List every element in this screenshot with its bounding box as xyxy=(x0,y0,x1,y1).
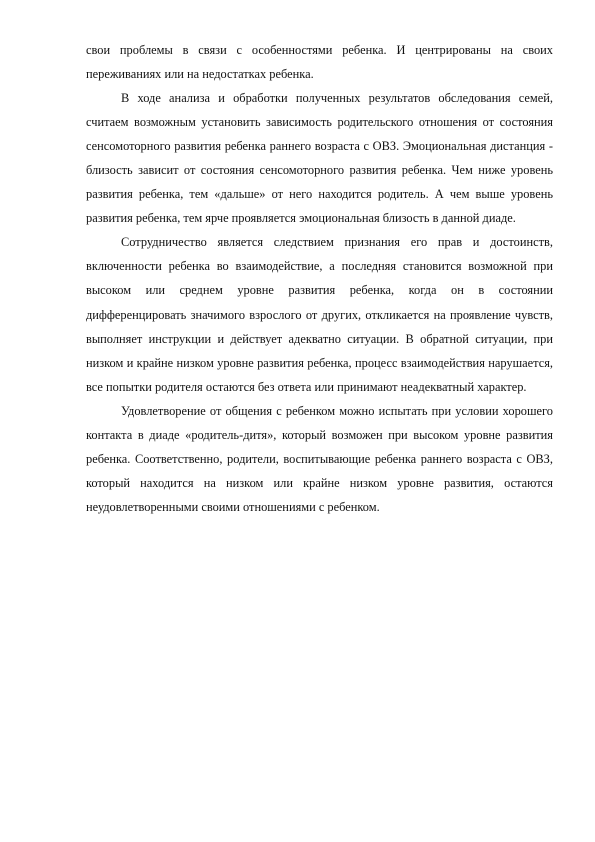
paragraph-satisfaction: Удовлетворение от общения с ребенком можно испытать при условии хорошего контакта в диаде «родитель-дитя», который возможен при высоком уровне развития ребенка. Соответственно, родители, воспитывающие ребенка раннего возраста с ОВЗ, который находится на низком или крайне низком уровне развития, остаются неудовлетворенными своими отношениями с ребенком. xyxy=(86,403,553,514)
paragraph-analysis: В ходе анализа и обработки полученных результатов обследования семей, считаем возможным установить зависимость родительского отношения от состояния сенсомоторного развития ребенка раннего возраста с ОВЗ. Эмоциональная дистанция - близость зависит от состояния сенсомоторного развития ребенка. Чем ниже уровень развития ребенка, тем «дальше» от него находится родитель. А чем выше уровень развития ребенка, тем ярче проявляется эмоциональная близость в данной диаде. xyxy=(86,91,553,226)
paragraph-continuation: свои проблемы в связи с особенностями ребенка. И центрированы на своих переживаниях или на недостатках ребенка. xyxy=(86,43,553,82)
paragraph-cooperation: Сотрудничество является следствием признания его прав и достоинств, включенности ребенка во взаимодействие, а последняя становится возможной при высоком или среднем уровне развития ребенка, когда он в состоянии дифференцировать значимого взрослого от других, откликается на проявление чувств, выполняет инструкции и действует адекватно ситуации. В обратной ситуации, при низком и крайне низком уровне развития ребенка, процесс взаимодействия нарушается, все попытки родителя остаются без ответа или принимают неадекватный характер. xyxy=(86,235,553,394)
document-page xyxy=(86,38,553,519)
